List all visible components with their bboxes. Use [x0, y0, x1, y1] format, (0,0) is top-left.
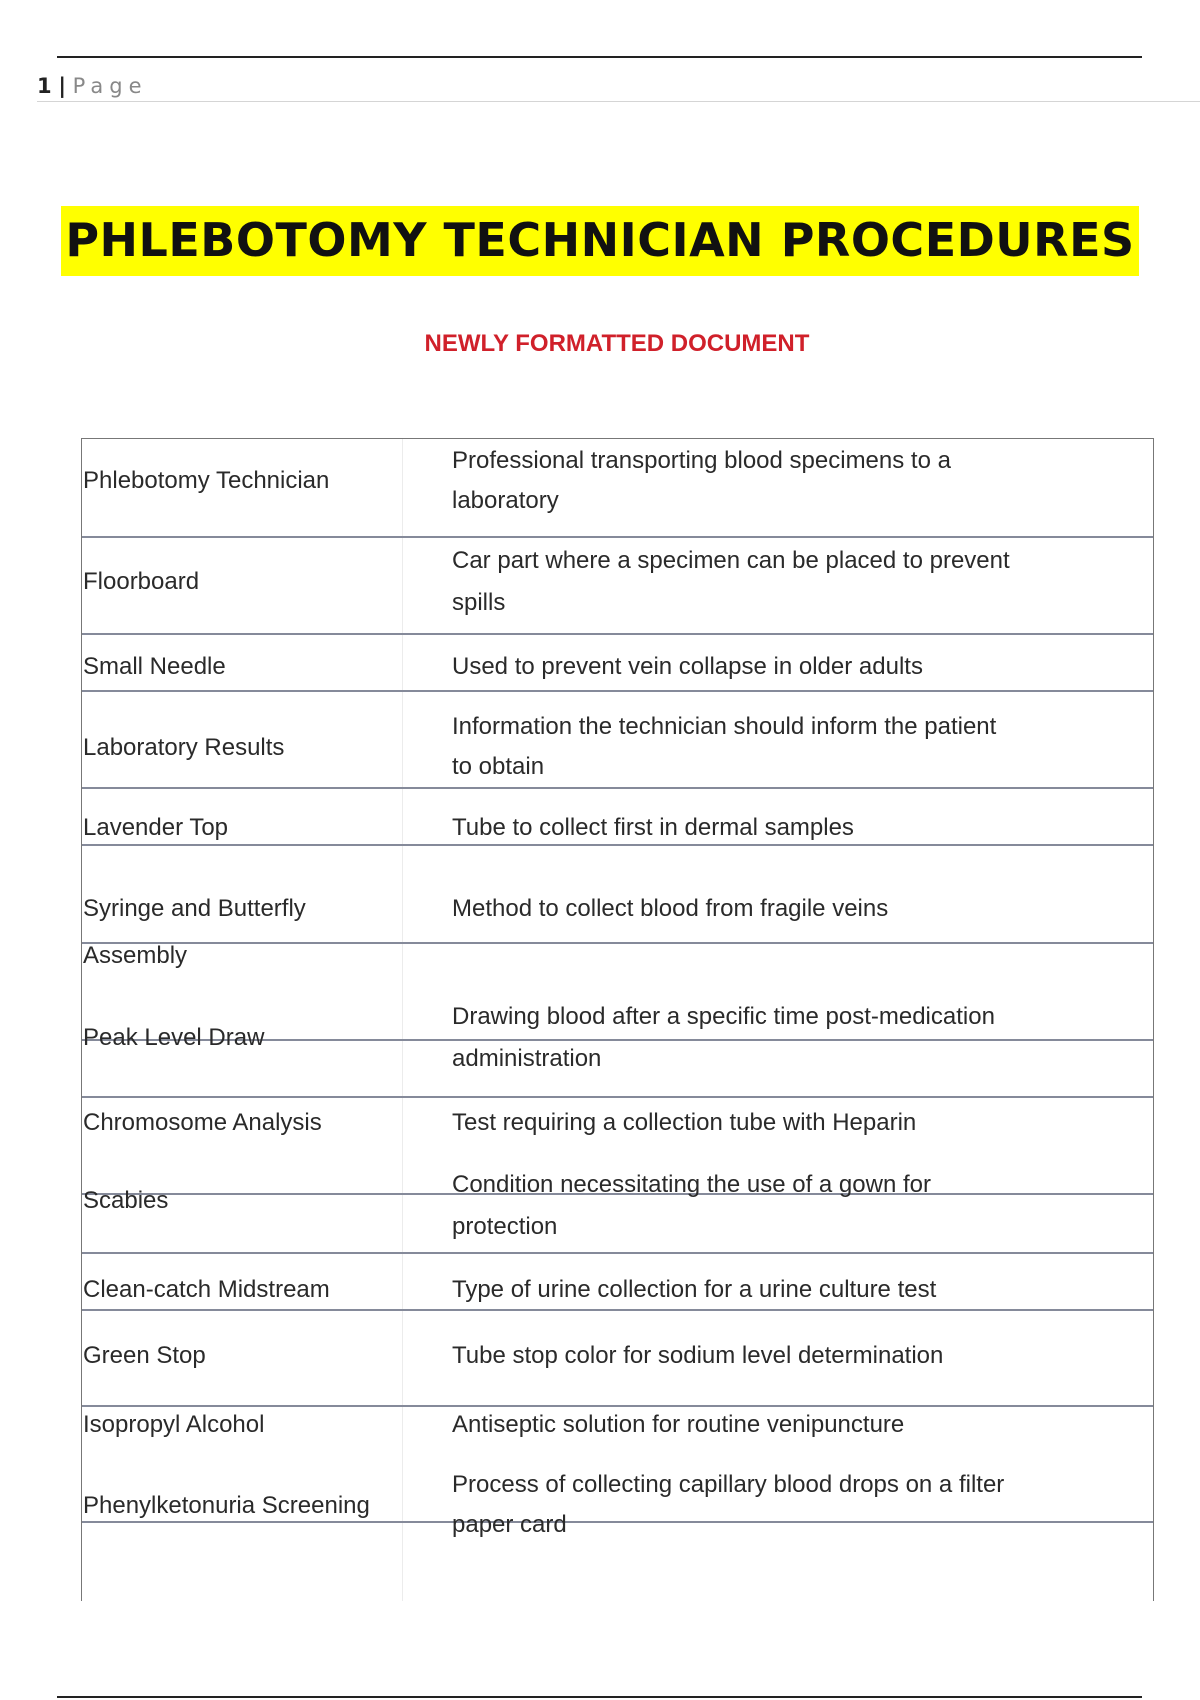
page-number-label	[37, 74, 148, 98]
header-sub-rule	[37, 101, 1200, 102]
header-top-rule	[57, 56, 1142, 58]
term-cell: Chromosome Analysis	[83, 1109, 322, 1136]
term-cell: Small Needle	[83, 653, 226, 680]
definition-line: Antiseptic solution for routine venipuncture	[452, 1411, 905, 1438]
row-divider	[82, 690, 1153, 692]
definition-line: Car part where a specimen can be placed to prevent	[452, 547, 1010, 574]
row-divider	[82, 633, 1153, 635]
row-divider	[82, 536, 1153, 538]
row-divider	[82, 942, 1153, 944]
term-cell: Scabies	[83, 1187, 169, 1214]
page-word: Page	[72, 74, 148, 98]
term-cell: Phlebotomy Technician	[83, 467, 330, 494]
definition-line: Professional transporting blood specimens to a	[452, 447, 951, 474]
definition-line: Test requiring a collection tube with Heparin	[452, 1109, 917, 1136]
row-divider	[82, 1252, 1153, 1254]
definition-line: Drawing blood after a specific time post-medication	[452, 1003, 995, 1030]
document-title: PHLEBOTOMY TECHNICIAN PROCEDURES	[61, 206, 1138, 276]
term-cell: Assembly	[83, 942, 188, 969]
definition-line: Process of collecting capillary blood drops on a filter	[452, 1471, 1005, 1498]
term-cell: Syringe and Butterfly	[83, 895, 306, 922]
term-cell: Peak Level Draw	[83, 1024, 265, 1051]
definition-line: Tube to collect first in dermal samples	[452, 814, 854, 841]
title-wrapper	[0, 206, 1200, 276]
term-cell: Laboratory Results	[83, 734, 285, 761]
definition-line: spills	[452, 589, 506, 616]
term-cell: Green Stop	[83, 1342, 206, 1369]
term-cell: Phenylketonuria Screening	[83, 1492, 370, 1519]
term-cell: Clean-catch Midstream	[83, 1276, 330, 1303]
column-separator	[402, 439, 403, 1601]
definition-line: protection	[452, 1213, 558, 1240]
definition-line: Tube stop color for sodium level determination	[452, 1342, 944, 1369]
definition-line: Condition necessitating the use of a gown for	[452, 1171, 931, 1198]
definition-line: Method to collect blood from fragile veins	[452, 895, 889, 922]
term-cell: Isopropyl Alcohol	[83, 1411, 265, 1438]
definition-line: Information the technician should inform the patient	[452, 713, 997, 740]
row-divider	[82, 1096, 1153, 1098]
definition-line: laboratory	[452, 487, 559, 514]
footer-rule	[57, 1696, 1142, 1698]
document-subtitle: NEWLY FORMATTED DOCUMENT	[424, 330, 810, 357]
page-number: 1	[37, 74, 52, 98]
page-separator: |	[58, 74, 66, 98]
definition-line: to obtain	[452, 753, 545, 780]
row-divider	[82, 787, 1153, 789]
definition-line: Type of urine collection for a urine culture test	[452, 1276, 937, 1303]
definition-line: administration	[452, 1045, 602, 1072]
glossary-table	[81, 438, 1154, 1601]
term-cell: Floorboard	[83, 568, 200, 595]
term-cell: Lavender Top	[83, 814, 229, 841]
definition-line: paper card	[452, 1511, 567, 1538]
definition-line: Used to prevent vein collapse in older adults	[452, 653, 923, 680]
